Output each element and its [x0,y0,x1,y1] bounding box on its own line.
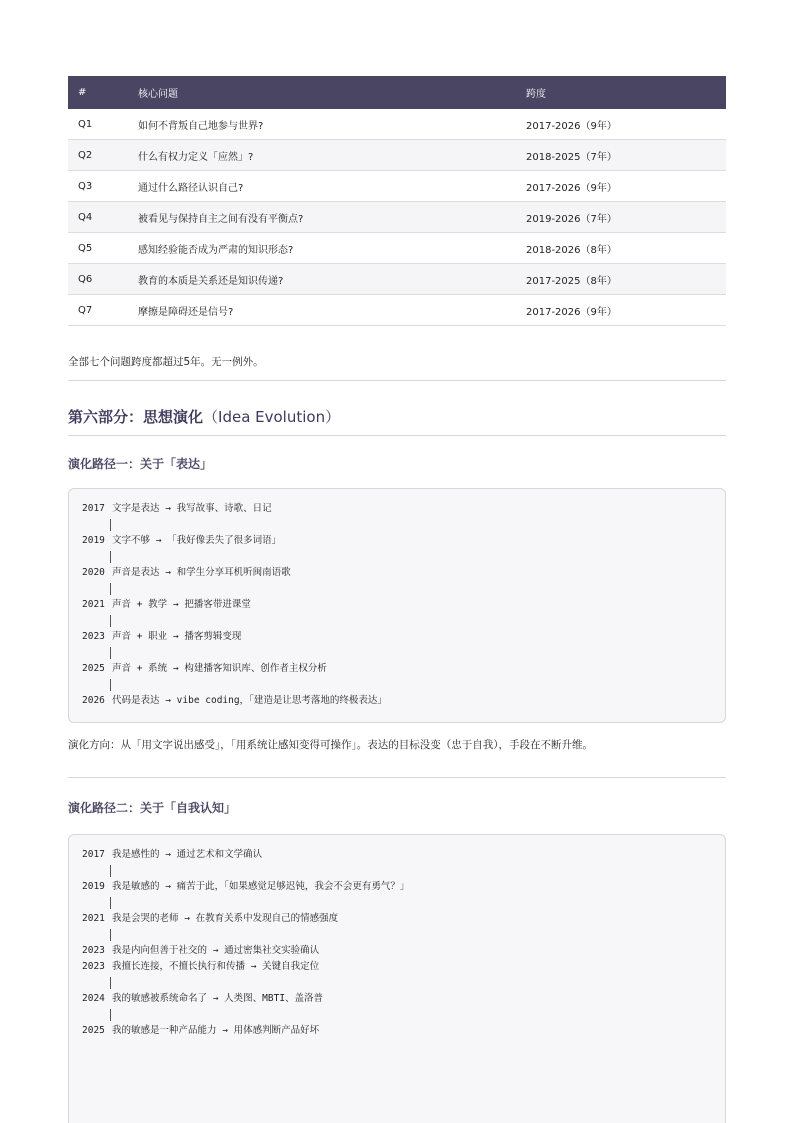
path1-title: 演化路径一：关于「表达」 [68,457,213,471]
timeline-year: 2025 [82,663,105,674]
timeline-year: 2023 [82,631,105,642]
timeline-connector [82,975,712,991]
cell-question: 教育的本质是关系还是知识传递? [128,264,516,295]
timeline-line [82,597,712,613]
cell-span: 2017-2026（9年） [516,109,726,140]
timeline-line [82,1023,712,1039]
cell-span: 2017-2026（9年） [516,171,726,202]
timeline-text: 代码是表达 → vibe coding，「建造是让思考落地的终极表达」 [112,695,387,706]
cell-id: Q3 [68,171,128,202]
timeline-year: 2020 [82,567,105,578]
timeline-line [82,991,712,1007]
timeline-year: 2026 [82,695,105,706]
timeline-connector [82,613,712,629]
table-row [68,264,726,295]
timeline-text: 文字不够 → 「我好像丢失了很多词语」 [112,535,282,546]
timeline-text: 我是内向但善于社交的 → 通过密集社交实验确认 [112,945,320,956]
timeline-line [82,661,712,677]
timeline-connector [82,645,712,661]
timeline-year: 2017 [82,503,105,514]
cell-question: 摩擦是障碍还是信号? [128,295,516,326]
timeline-line [82,693,712,709]
section-divider [68,777,726,778]
cell-question: 如何不背叛自己地参与世界? [128,109,516,140]
part6-title-cn: 第六部分：思想演化 [68,408,204,426]
section-divider [68,380,726,381]
core-questions-table [68,76,726,326]
timeline-text: 我的敏感是一种产品能力 → 用体感判断产品好坏 [112,1025,320,1036]
cell-id: Q6 [68,264,128,295]
cell-question: 什么有权力定义「应然」? [128,140,516,171]
part6-title-en: （Idea Evolution） [203,408,341,426]
timeline-connector [82,1007,712,1023]
timeline-line [82,879,712,895]
part6-title [68,407,726,427]
timeline-text: 我是感性的 → 通过艺术和文学确认 [112,849,263,860]
cell-span: 2017-2025（8年） [516,264,726,295]
timeline-year: 2019 [82,881,105,892]
cell-question: 被看见与保持自主之间有没有平衡点? [128,202,516,233]
timeline-text: 文字是表达 → 我写故事、诗歌、日记 [112,503,272,514]
table-header-row [68,76,726,109]
timeline-year: 2019 [82,535,105,546]
cell-span: 2017-2026（9年） [516,295,726,326]
timeline-year: 2021 [82,599,105,610]
timeline-text: 我的敏感被系统命名了 → 人类图、MBTI、盖洛普 [112,993,324,1004]
timeline-year: 2024 [82,993,105,1004]
timeline-text: 我是敏感的 → 痛苦于此，「如果感觉足够迟钝，我会不会更有勇气？」 [112,881,410,892]
timeline-text: 声音 + 教学 → 把播客带进课堂 [112,599,251,610]
cell-span: 2018-2025（7年） [516,140,726,171]
table-row [68,171,726,202]
header-number: # [78,87,87,98]
path1-timeline-box [68,488,726,723]
timeline-year: 2025 [82,1025,105,1036]
cell-span: 2019-2026（7年） [516,202,726,233]
path2-timeline-box [68,834,726,1123]
timeline-line [82,911,712,927]
cell-span: 2018-2026（8年） [516,233,726,264]
timeline-connector [82,863,712,879]
cell-id: Q1 [68,109,128,140]
table-row [68,295,726,326]
timeline-text: 我是会哭的老师 → 在教育关系中发现自己的情感强度 [112,913,339,924]
timeline-year: 2023 [82,961,105,972]
timeline-line [82,501,712,517]
timeline-text: 声音 + 职业 → 播客剪辑变现 [112,631,242,642]
timeline-connector [82,927,712,943]
timeline-text: 声音是表达 → 和学生分享耳机听闽南语歌 [112,567,291,578]
cell-question: 感知经验能否成为严肃的知识形态? [128,233,516,264]
timeline-connector [82,517,712,533]
timeline-line [82,565,712,581]
path1-direction: 演化方向：从「用文字说出感受」，「用系统让感知变得可操作」。表达的目标没变（忠于自我），手段在不断升维。 [68,739,593,751]
table-row [68,140,726,171]
timeline-connector [82,581,712,597]
timeline-line [82,533,712,549]
path2-title: 演化路径二：关于「自我认知」 [68,801,237,815]
timeline-text: 声音 + 系统 → 构建播客知识库、创作者主权分析 [112,663,327,674]
timeline-connector [82,895,712,911]
table-note: 全部七个问题跨度都超过5年。无一例外。 [68,356,264,368]
title-underline [68,435,726,436]
cell-id: Q4 [68,202,128,233]
header-question: 核心问题 [138,89,178,100]
timeline-line [82,847,712,863]
timeline-year: 2023 [82,945,105,956]
timeline-text: 我擅长连接，不擅长执行和传播 → 关键自我定位 [112,961,320,972]
document-page [68,76,726,1036]
table-row [68,109,726,140]
timeline-year: 2017 [82,849,105,860]
timeline-connector [82,677,712,693]
table-row [68,202,726,233]
cell-question: 通过什么路径认识自己? [128,171,516,202]
timeline-year: 2021 [82,913,105,924]
timeline-line [82,943,712,959]
cell-id: Q5 [68,233,128,264]
table-row [68,233,726,264]
timeline-connector [82,549,712,565]
header-span: 跨度 [526,89,546,100]
timeline-line [82,959,712,975]
cell-id: Q2 [68,140,128,171]
timeline-line [82,629,712,645]
cell-id: Q7 [68,295,128,326]
